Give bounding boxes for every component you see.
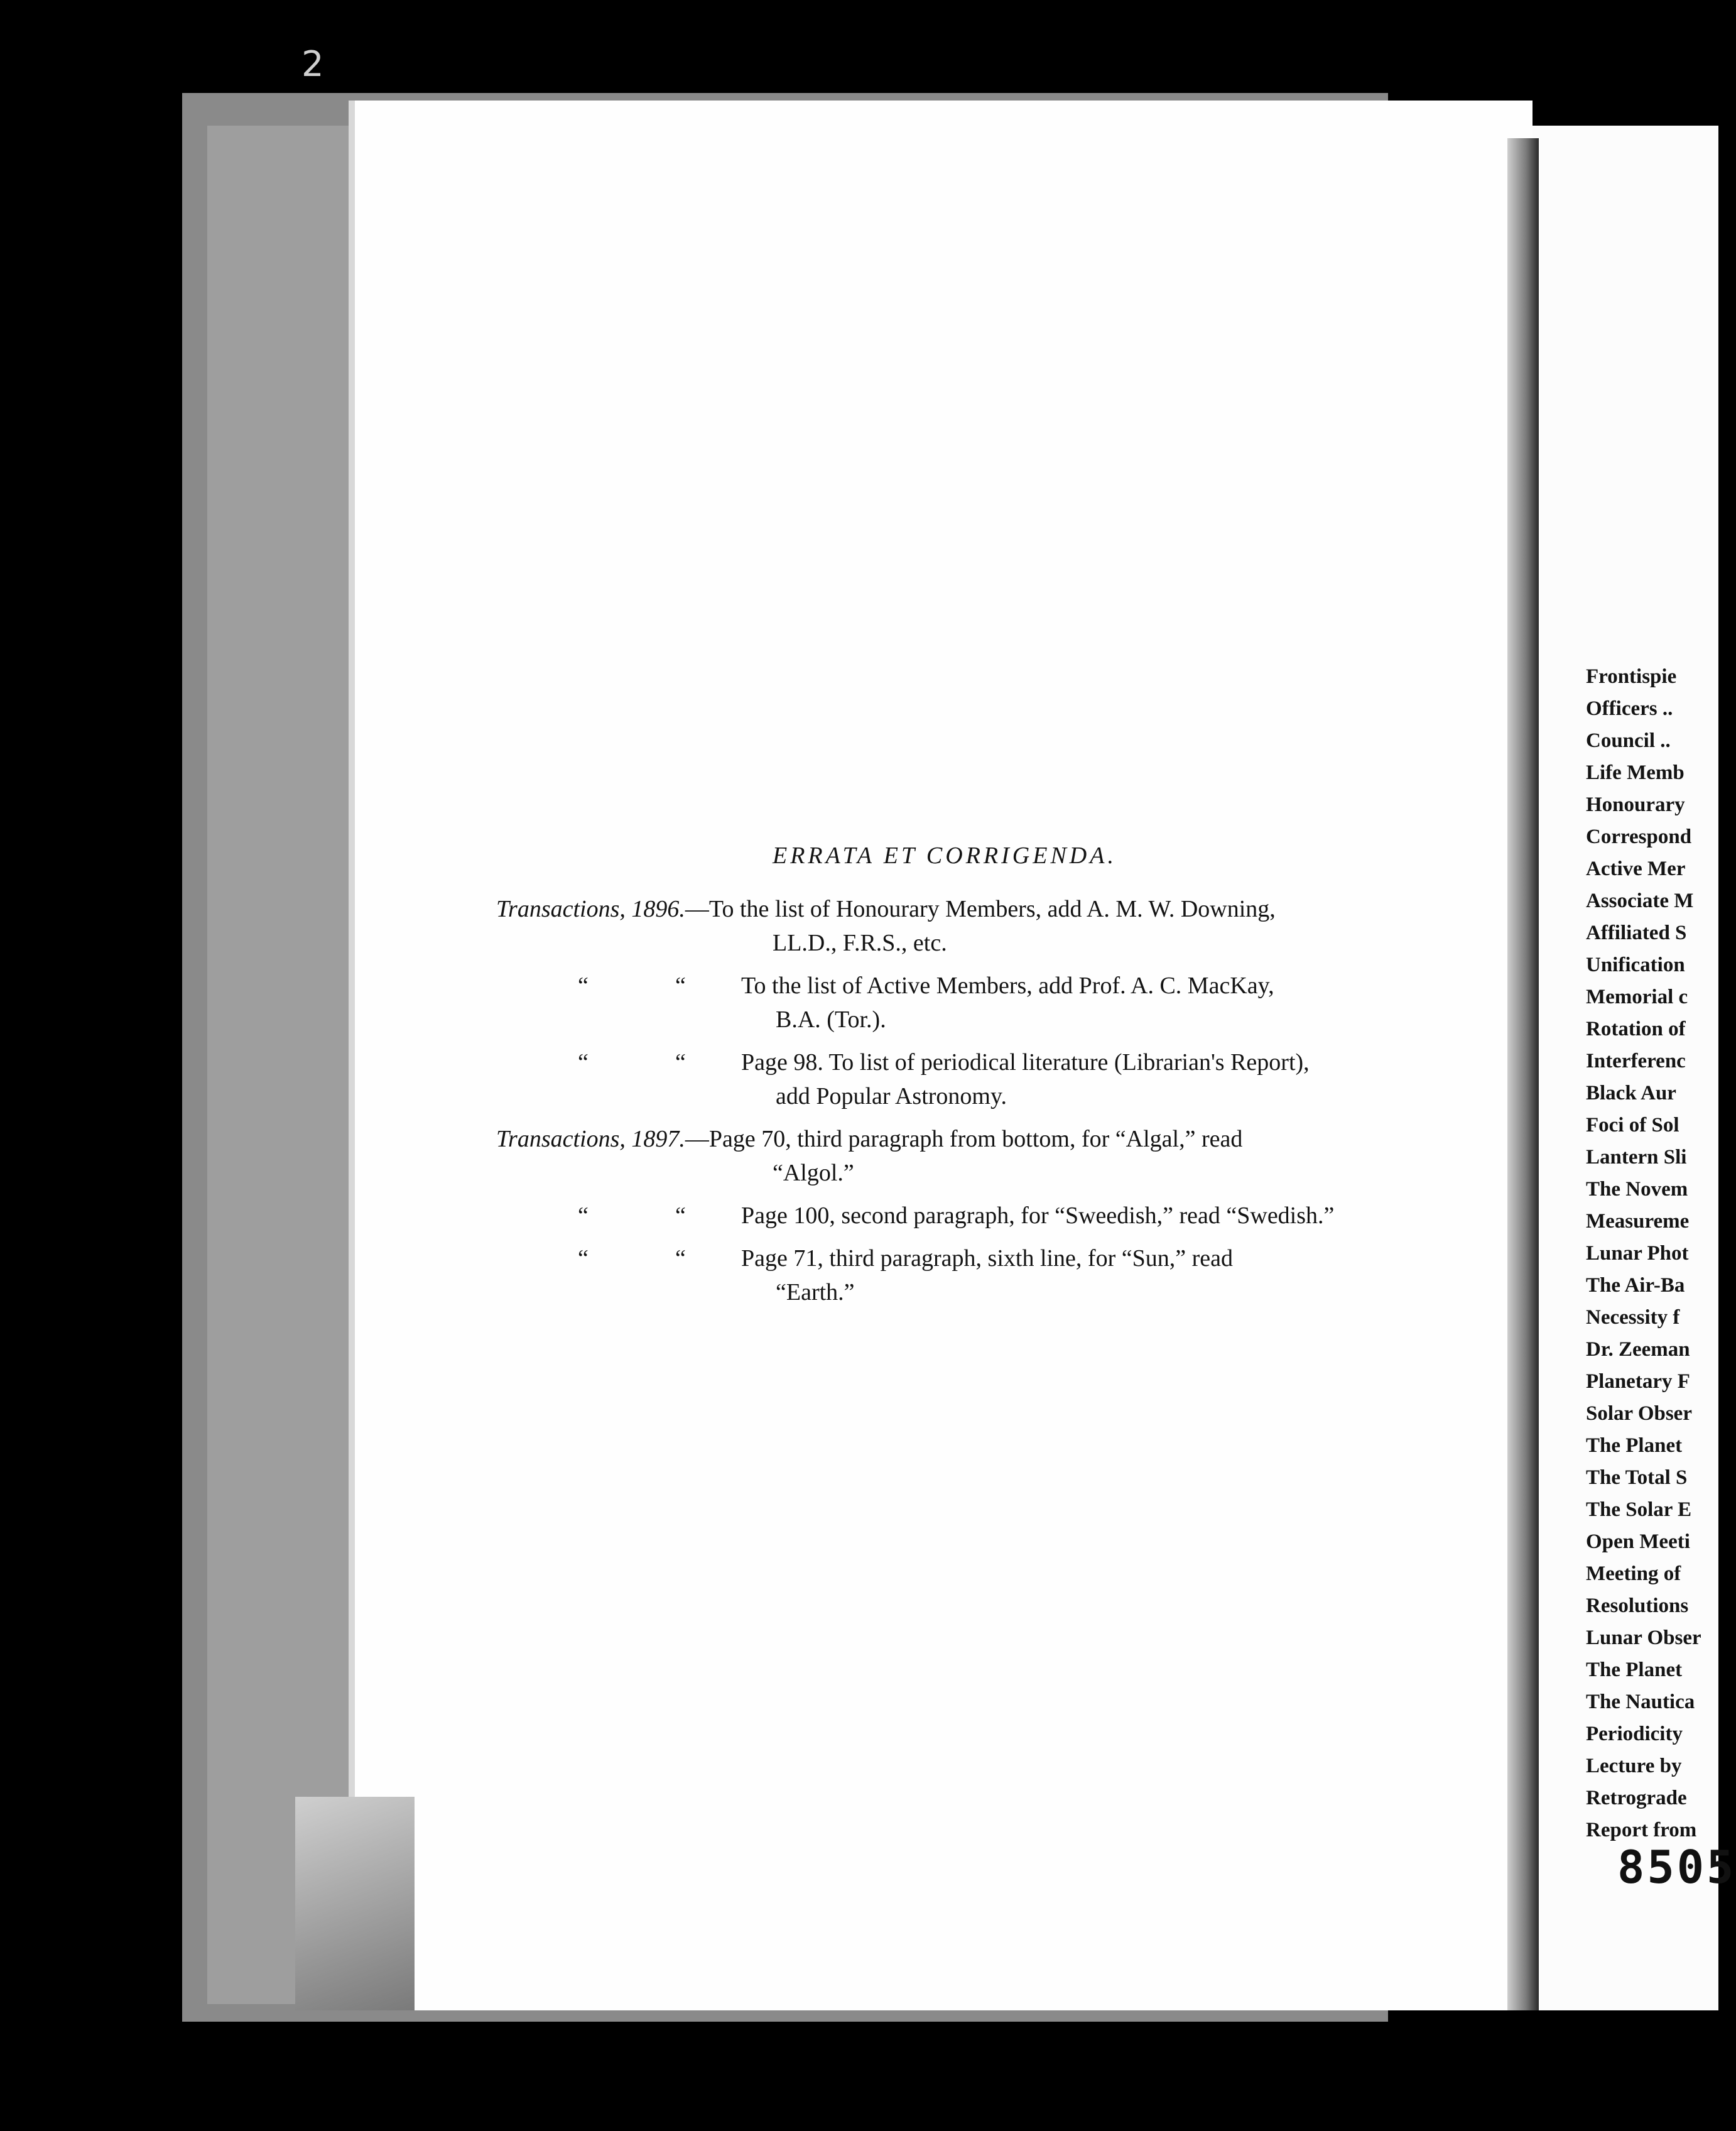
contents-item: Open Meeti (1586, 1530, 1690, 1553)
contents-item: The Planet (1586, 1434, 1683, 1457)
contents-item: Affiliated S (1586, 922, 1687, 944)
ditto-mark: “ (578, 1245, 589, 1272)
entry-text: —To the list of Honourary Members, add A. M. W. Downing, (685, 896, 1276, 922)
contents-item: Resolutions (1586, 1594, 1689, 1617)
pencil-mark: 2 (301, 44, 324, 85)
page-corner-shadow (295, 1797, 415, 2010)
contents-item: Lunar Phot (1586, 1242, 1689, 1265)
contents-item: Memorial c (1586, 986, 1688, 1008)
contents-item: Correspond (1586, 826, 1692, 848)
errata-section (496, 842, 1438, 1318)
entry-continuation: B.A. (Tor.). (776, 1006, 886, 1033)
errata-entry (496, 1199, 1438, 1233)
contents-item: Lantern Sli (1586, 1146, 1687, 1169)
entry-text: Page 71, third paragraph, sixth line, for “Sun,” read (741, 1245, 1233, 1272)
contents-item: Dr. Zeeman (1586, 1338, 1690, 1361)
errata-entry (496, 969, 1438, 1037)
entry-text: —Page 70, third paragraph from bottom, for “Algal,” read (685, 1126, 1243, 1152)
errata-entry (496, 892, 1438, 960)
page-number: 8505 (1617, 1841, 1736, 1894)
errata-entry (496, 1122, 1438, 1190)
ditto-mark: “ (578, 1049, 589, 1076)
errata-entry (496, 1241, 1438, 1309)
contents-item: The Air-Ba (1586, 1274, 1685, 1297)
contents-item: The Total S (1586, 1466, 1688, 1489)
contents-item: Necessity f (1586, 1306, 1680, 1329)
entry-text: Page 98. To list of periodical literature (Librarian's Report), (741, 1049, 1310, 1076)
contents-item: Lecture by (1586, 1755, 1682, 1777)
contents-item: Frontispie (1586, 665, 1677, 688)
ditto-mark: “ (675, 1245, 686, 1272)
contents-item: Life Memb (1586, 761, 1684, 784)
contents-item: Foci of Sol (1586, 1114, 1679, 1136)
entry-continuation: LL.D., F.R.S., etc. (773, 930, 947, 956)
contents-item: Interferenc (1586, 1050, 1686, 1072)
contents-list (1586, 661, 1701, 1846)
entry-continuation: “Earth.” (776, 1279, 855, 1305)
contents-item: Retrograde (1586, 1787, 1687, 1809)
ditto-mark: “ (675, 1202, 686, 1229)
contents-item: Officers .. (1586, 697, 1673, 720)
contents-item: The Novem (1586, 1178, 1688, 1201)
contents-item: The Solar E (1586, 1498, 1692, 1521)
errata-title: ERRATA ET CORRIGENDA. (773, 842, 1117, 869)
contents-item: Periodicity (1586, 1723, 1683, 1745)
contents-item: Associate M (1586, 890, 1694, 912)
ditto-mark: “ (578, 973, 589, 999)
contents-item: The Planet (1586, 1659, 1683, 1681)
entry-continuation: add Popular Astronomy. (776, 1083, 1007, 1109)
ditto-mark: “ (675, 1049, 686, 1076)
contents-item: Measureme (1586, 1210, 1690, 1233)
entry-source: Transactions, 1896. (496, 896, 685, 922)
ditto-mark: “ (578, 1202, 589, 1229)
entry-continuation: “Algol.” (773, 1160, 854, 1186)
ditto-mark: “ (675, 973, 686, 999)
contents-item: Report from (1586, 1819, 1697, 1841)
contents-item: Honourary (1586, 793, 1685, 816)
contents-item: Unification (1586, 954, 1685, 976)
contents-item: Meeting of (1586, 1562, 1681, 1585)
contents-item: Council .. (1586, 729, 1671, 752)
errata-entry (496, 1045, 1438, 1113)
entry-source: Transactions, 1897. (496, 1126, 685, 1152)
contents-item: Rotation of (1586, 1018, 1686, 1040)
entry-text: To the list of Active Members, add Prof. A. C. MacKay, (741, 973, 1274, 999)
contents-item: Planetary F (1586, 1370, 1690, 1393)
page-gutter (1507, 138, 1539, 2010)
contents-item: Black Aur (1586, 1082, 1676, 1104)
contents-item: Active Mer (1586, 858, 1686, 880)
entry-text: Page 100, second paragraph, for “Sweedish,” read “Swedish.” (741, 1202, 1335, 1229)
contents-item: Solar Obser (1586, 1402, 1692, 1425)
contents-item: The Nautica (1586, 1691, 1695, 1713)
contents-item: Lunar Obser (1586, 1627, 1701, 1649)
